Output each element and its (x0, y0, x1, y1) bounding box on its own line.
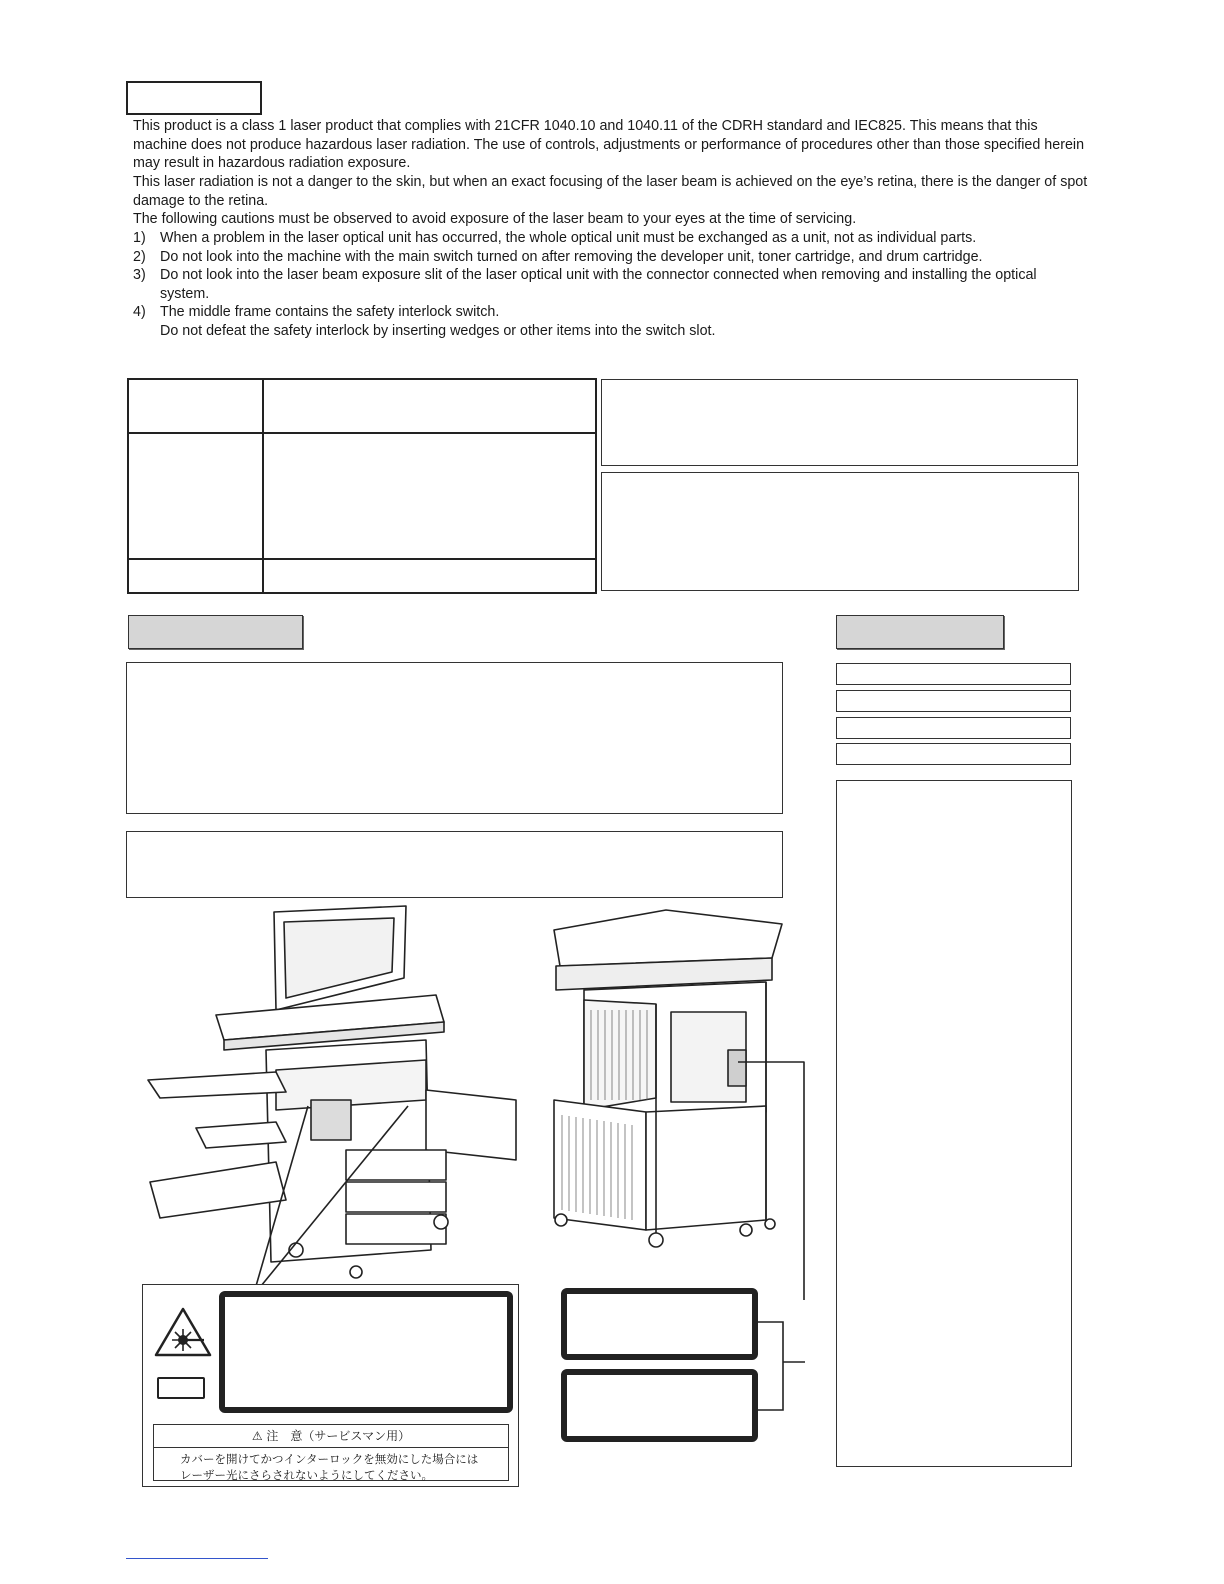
list-number: 2) (133, 248, 146, 265)
label-row-box (836, 717, 1071, 739)
label-text-column (836, 780, 1072, 1467)
caution-heading-tag (126, 81, 262, 115)
notice-box-large (126, 662, 783, 814)
caution-paragraph-1: This product is a class 1 laser product that complies with 21CFR 1040.10 and 1040.11 of the CDRH standard and IEC825. This means that this machine does not produce hazardous laser radiation. The use of controls, adjustments or performance of procedures other than those specified herein may result in hazardous radiation exposure. (133, 118, 1085, 172)
table-cell (263, 433, 596, 559)
list-text: The middle frame contains the safety interlock switch. (160, 304, 500, 321)
caution-list-item (133, 266, 1083, 303)
copier-illustrations (126, 900, 826, 1300)
copier-front-illustration (148, 906, 516, 1286)
jp-warning-line: レーザー光にさらされないようにしてください。 (180, 1468, 433, 1482)
jp-warning-body (154, 1448, 508, 1483)
table-cell (128, 433, 263, 559)
list-text: Do not look into the laser beam exposure slit of the laser optical unit with the connector connected when removing and installing the optical system. (160, 267, 1037, 302)
laser-warning-label (142, 1284, 519, 1487)
label-row-box (836, 663, 1071, 685)
info-box-bottom (601, 472, 1079, 591)
list-number: 3) (133, 267, 146, 284)
laser-spec-table (127, 378, 597, 594)
copier-rear-illustration (554, 910, 804, 1300)
rear-label-bottom (561, 1369, 758, 1442)
table-row (128, 433, 596, 559)
list-number: 1) (133, 230, 146, 246)
list-text: Do not look into the machine with the main switch turned on after removing the developer unit, toner cartridge, and drum cartridge. (160, 248, 983, 265)
caution-list-item (133, 248, 1083, 267)
rear-label-top (561, 1288, 758, 1360)
label-row-box (836, 690, 1071, 712)
info-box-top (601, 379, 1078, 466)
class-badge (157, 1377, 205, 1399)
table-row (128, 559, 596, 593)
caution-list-item (133, 229, 1083, 248)
jp-warning-header: ⚠ 注 意（サービスマン用） (154, 1425, 508, 1448)
laser-hazard-icon (154, 1307, 212, 1357)
footer-link[interactable] (126, 1558, 268, 1559)
table-row (128, 379, 596, 433)
caution-list-item (133, 303, 1083, 340)
label-bracket (755, 1320, 815, 1415)
caution-list (133, 229, 1083, 341)
notice-box-small (126, 831, 783, 898)
caution-paragraph-2: This laser radiation is not a danger to the skin, but when an exact focusing of the laser beam is achieved on the eye’s retina, there is the danger of spot damage to the retina. (133, 174, 1088, 209)
table-cell (128, 559, 263, 593)
section-tag-right (836, 615, 1004, 649)
caution-paragraph-3: The following cautions must be observed to avoid exposure of the laser beam to your eyes at the time of servicing. (133, 211, 857, 227)
table-cell (263, 559, 596, 593)
jp-service-warning (153, 1424, 509, 1481)
table-cell (128, 379, 263, 433)
list-number: 4) (133, 304, 146, 321)
table-cell (263, 379, 596, 433)
jp-warning-line: カバーを開けてかつインターロックを無効にした場合には (180, 1452, 479, 1466)
list-text-continued: Do not defeat the safety interlock by inserting wedges or other items into the switch slot. (160, 322, 716, 339)
laser-label-text-frame (219, 1291, 513, 1413)
label-row-box (836, 743, 1071, 765)
list-text: When a problem in the laser optical unit has occurred, the whole optical unit must be exchanged as a unit, not as individual parts. (160, 230, 977, 246)
section-tag-left (128, 615, 303, 649)
